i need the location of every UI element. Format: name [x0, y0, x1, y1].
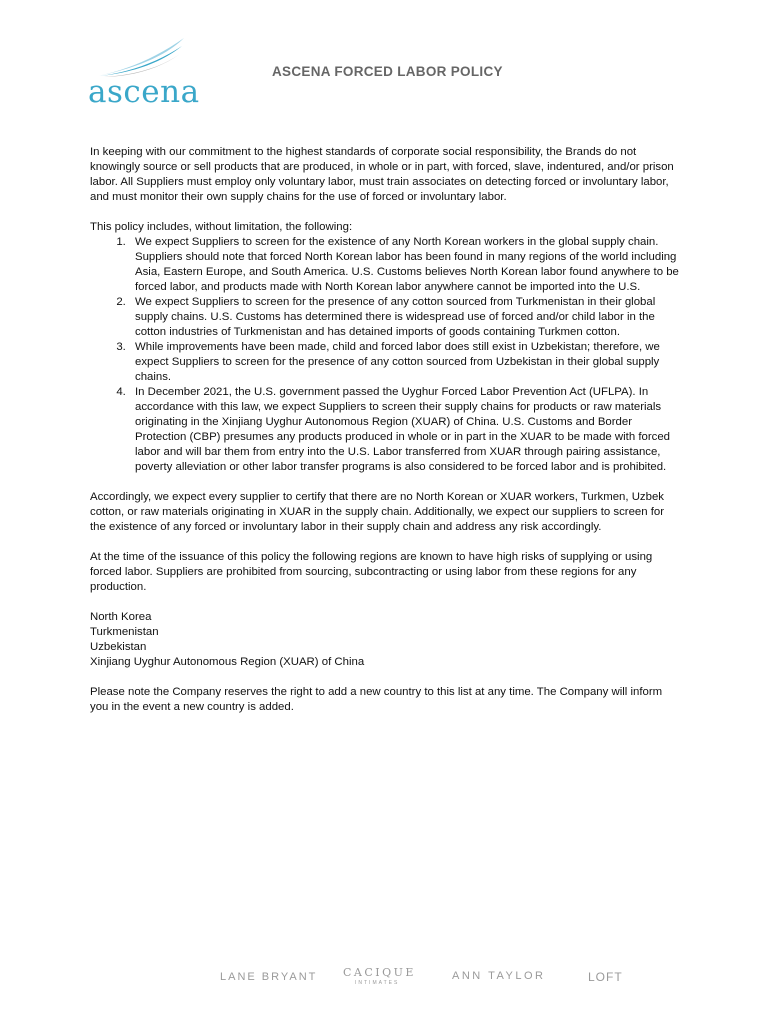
logo-wordmark: ascena	[88, 74, 200, 110]
closing-paragraph: Please note the Company reserves the right to add a new country to this list at any time. The Company will inform you in the event a new country is added.	[90, 686, 663, 713]
brand-ann-taylor: ANN TAYLOR	[452, 970, 546, 982]
ascena-logo	[88, 36, 206, 112]
list-item: 4. In December 2021, the U.S. government passed the Uyghur Forced Labor Prevention Act (UFLPA). In accordance with this law, we expect Suppliers to screen their supply chains for products or raw materials originating in the Xinjiang Uyghur Autonomous Region (XUAR) of China. U.S. Customs and Border Protection (CBP) presumes any products produced in whole or in part in the XUAR to be made with forced labor and will bar them from entry into the U.S. Labor transferred from XUAR through pairing assistance, poverty alleviation or other labor transfer programs is also considered to be forced labor and is prohibited.	[129, 385, 680, 475]
brand-lane-bryant: LANE BRYANT	[220, 971, 318, 983]
brand-loft: LOFT	[588, 970, 623, 984]
footer-brands	[0, 964, 768, 994]
region-item: Xinjiang Uyghur Autonomous Region (XUAR) of China	[90, 656, 365, 668]
list-item: 2. We expect Suppliers to screen for the presence of any cotton sourced from Turkmenistan in their global supply chains. U.S. Customs has determined there is widespread use of forced and/or child labor in the cotton industries of Turkmenistan and has detained imports of goods containing Turkmen cotton.	[129, 295, 680, 340]
regions-intro-paragraph: At the time of the issuance of this policy the following regions are known to have high risks of supplying or using forced labor. Suppliers are prohibited from sourcing, subcontracting or using labor from these regions for any production.	[90, 551, 653, 593]
region-item: Uzbekistan	[90, 641, 147, 653]
intro-paragraph: In keeping with our commitment to the highest standards of corporate social responsibility, the Brands do not knowingly source or sell products that are produced, in whole or in part, with forced, slave, indentured, and/or prison labor. All Suppliers must employ only voluntary labor, must train associates on detecting forced or involuntary labor, and must monitor their own supply chains for the use of forced or involuntary labor.	[90, 146, 674, 203]
policy-body	[90, 145, 680, 730]
swoosh-icon	[96, 36, 188, 78]
accordingly-paragraph: Accordingly, we expect every supplier to certify that there are no North Korean or XUAR workers, Turkmen, Uzbek cotton, or raw materials originating in XUAR in the supply chain. Additionally, we expect our suppliers to screen for the existence of any forced or involuntary labor in their supply chain and address any risk accordingly.	[90, 491, 665, 533]
region-item: Turkmenistan	[90, 626, 159, 638]
region-item: North Korea	[90, 611, 152, 623]
brand-cacique-sub: INTIMATES	[355, 980, 400, 986]
list-item: 3. While improvements have been made, child and forced labor does still exist in Uzbekistan; therefore, we expect Suppliers to screen for the presence of any cotton sourced from Uzbekistan in their global supply chains.	[129, 340, 680, 385]
list-item: 1. We expect Suppliers to screen for the existence of any North Korean workers in the global supply chain. Suppliers should note that forced North Korean labor has been found in many regions of the world including Asia, Eastern Europe, and South America. U.S. Customs believes North Korean labor found anywhere to be forced labor, and products made with North Korean labor anywhere cannot be imported into the U.S.	[129, 235, 680, 295]
policy-list	[90, 235, 680, 475]
list-lead: This policy includes, without limitation, the following:	[90, 221, 353, 233]
brand-cacique: CACIQUE	[343, 966, 416, 979]
regions-list	[90, 610, 680, 670]
page-title: ASCENA FORCED LABOR POLICY	[272, 64, 503, 79]
